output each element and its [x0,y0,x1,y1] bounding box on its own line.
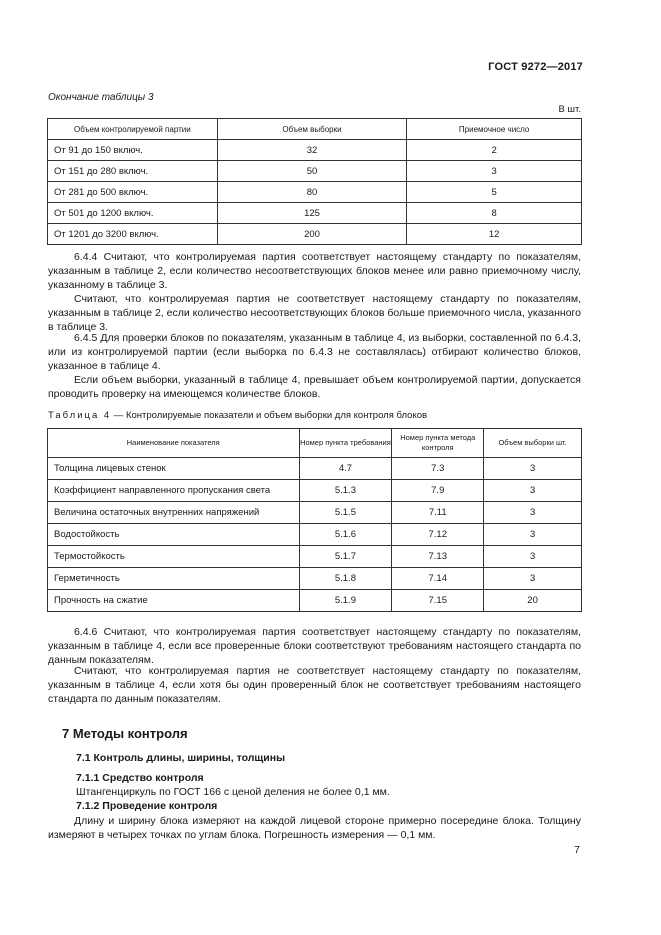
table-cell: 5 [407,182,582,203]
table-header-cell: Объем выборки [217,119,407,140]
table-cell: 80 [217,182,407,203]
table-row [48,182,582,203]
section-7-1-2-title: 7.1.2 Проведение контроля [76,800,218,812]
table-header-row [48,429,582,458]
paragraph-6-4-5-b: Если объем выборки, указанный в таблице 4, превышает объем контролируемой партии, допускается проводить проверку на имеющемся количестве блоков. [48,374,581,400]
table-header-cell: Номер пункта требования [299,429,392,458]
table-cell: 3 [484,546,582,568]
section-7-1-2-text: Длину и ширину блока измеряют на каждой лицевой стороне примерно посередине блока. Толщину измеряют в четырех точках по углам блока. Погрешность измерения — 0,1 мм. [48,815,581,841]
table-header-cell: Наименование показателя [48,429,300,458]
table-row [48,590,582,612]
table-cell: 125 [217,203,407,224]
table-cell: 5.1.3 [299,480,392,502]
table-cell: 2 [407,140,582,161]
table-cell: 3 [407,161,582,182]
table-cell: Прочность на сжатие [48,590,300,612]
standard-header: ГОСТ 9272—2017 [488,61,583,73]
section-7-1-1-title: 7.1.1 Средство контроля [76,772,204,784]
table-cell: 3 [484,524,582,546]
table-cell: 5.1.7 [299,546,392,568]
table-cell: 5.1.6 [299,524,392,546]
table-row [48,568,582,590]
table-row [48,224,582,245]
table-cell: 7.12 [392,524,484,546]
table-header-cell: Объем контролируемой партии [48,119,218,140]
page-number: 7 [574,844,580,856]
table-cell: 12 [407,224,582,245]
table-cell: 7.14 [392,568,484,590]
table-3 [47,118,582,245]
table-header-cell: Приемочное число [407,119,582,140]
table-cell: 5.1.8 [299,568,392,590]
table-row [48,140,582,161]
paragraph-6-4-4: 6.4.4 Считают, что контролируемая партия соответствует настоящему стандарту по показателям, указанным в таблице 2, если количество несоответствующих блоков менее или равно приемочному числу, указанному в таблице 3. [48,251,581,291]
table-cell: От 281 до 500 включ. [48,182,218,203]
table-cell: Водостойкость [48,524,300,546]
table-cell: 5.1.5 [299,502,392,524]
section-7-title: 7 Методы контроля [62,726,188,741]
table-row [48,480,582,502]
table-cell: 20 [484,590,582,612]
table-cell: 4.7 [299,458,392,480]
paragraph-6-4-4-b: Считают, что контролируемая партия не соответствует настоящему стандарту по показателям, указанным в таблице 2, если количество несоответствующих блоков больше приемочного числа, указанного в таблице 3. [48,293,581,333]
table-cell: Толщина лицевых стенок [48,458,300,480]
table-cell: От 151 до 280 включ. [48,161,218,182]
table-header-cell: Объем выборки шт. [484,429,582,458]
table-cell: 5.1.9 [299,590,392,612]
table-row [48,546,582,568]
table-cell: От 1201 до 3200 включ. [48,224,218,245]
table-cell: 3 [484,568,582,590]
section-7-1-1-text: Штангенциркуль по ГОСТ 166 с ценой деления не более 0,1 мм. [76,786,390,798]
table-cell: 32 [217,140,407,161]
paragraph-6-4-6-b: Считают, что контролируемая партия не соответствует настоящему стандарту по показателям, указанным в таблице 4, если хотя бы один проверенный блок не соответствует требованиям настоящего стандарта по данным показателям. [48,665,581,705]
table-row [48,203,582,224]
table-header-cell: Номер пункта метода контроля [392,429,484,458]
paragraph-6-4-6: 6.4.6 Считают, что контролируемая партия соответствует настоящему стандарту по показателям, указанным в таблице 4, если все проверенные блоки соответствуют требованиям настоящего стандарта по данным показателям. [48,626,581,666]
table-row [48,161,582,182]
table-cell: 50 [217,161,407,182]
table-cell: Величина остаточных внутренних напряжений [48,502,300,524]
table-cell: Коэффициент направленного пропускания света [48,480,300,502]
table-cell: От 91 до 150 включ. [48,140,218,161]
table-cell: 7.3 [392,458,484,480]
table-cell: 3 [484,480,582,502]
table-cell: 200 [217,224,407,245]
table-4 [47,428,582,612]
table-cell: 7.15 [392,590,484,612]
table-cell: 7.11 [392,502,484,524]
table-row [48,458,582,480]
section-7-1-title: 7.1 Контроль длины, ширины, толщины [76,752,286,764]
table-cell: От 501 до 1200 включ. [48,203,218,224]
table-cell: 3 [484,458,582,480]
table3-caption: Окончание таблицы 3 [48,92,154,103]
table-row [48,502,582,524]
table-header-row [48,119,582,140]
table-cell: 8 [407,203,582,224]
table3-unit: В шт. [558,104,581,115]
table-cell: 3 [484,502,582,524]
table-cell: Термостойкость [48,546,300,568]
table4-caption: Таблица 4 — Контролируемые показатели и объем выборки для контроля блоков [48,410,428,421]
table-row [48,524,582,546]
table-cell: 7.13 [392,546,484,568]
paragraph-6-4-5: 6.4.5 Для проверки блоков по показателям, указанным в таблице 4, из выборки, составленной по 6.4.3, или из контролируемой партии (если выборка по 6.4.3 не составлялась) отбирают количество блоков, указанное в таблице 4. [48,332,581,372]
table-cell: 7.9 [392,480,484,502]
table-cell: Герметичность [48,568,300,590]
